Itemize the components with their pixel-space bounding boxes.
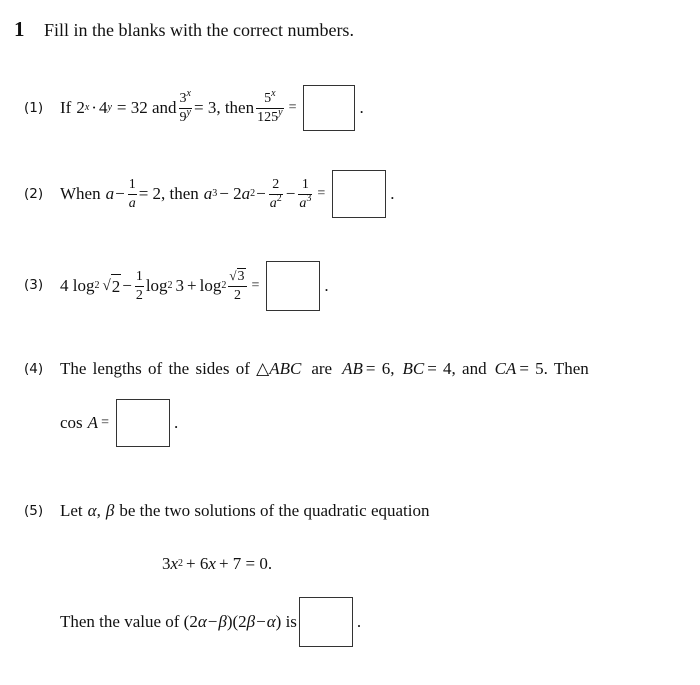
subproblem-5-line-1: Let α , β be the two solutions of the quadratic equation [60, 501, 430, 520]
subproblem-4-line-1: The lengths of the sides of △ ABC are AB = 6, BC = 4, and CA = 5. Then [60, 359, 589, 378]
fraction: $\frac{3^x}{9^y}$ [179, 87, 191, 125]
subproblem-5-line-2: Then the value of (2 α − β )(2 β − α ) is . [60, 596, 361, 648]
text: = 32 and [116, 98, 177, 117]
instructions: Fill in the blanks with the correct numbers. [44, 20, 354, 40]
answer-box-3[interactable] [266, 261, 320, 311]
answer-box-4[interactable] [116, 399, 170, 447]
subproblem-label-4: (4) [24, 361, 44, 377]
fraction: $\frac{5^x}{125^y}$ [257, 87, 283, 125]
variable: a [105, 184, 115, 203]
fraction: $\frac{1}{a}$ [128, 176, 136, 211]
period: . [173, 413, 179, 432]
subproblem-label-5: (5) [24, 503, 44, 519]
base: 4 [98, 98, 108, 117]
period: . [359, 98, 364, 117]
text: If [60, 98, 72, 117]
subproblem-label-1: (1) [24, 100, 44, 116]
subproblem-4-line-2: cos A = . [60, 398, 178, 448]
period: . [356, 612, 362, 631]
text: = 2, then [138, 184, 199, 203]
text: = 3, then [194, 98, 255, 117]
subproblem-3: 4 log 2 √ 2 − $\frac{1}{2}$ log 2 3 + log 2 √ 3 2 = . [60, 260, 329, 312]
period: . [324, 276, 329, 295]
text: When [60, 184, 101, 203]
subproblem-2: When a − $\frac{1}{a}$ = 2, then a 3 − 2 a 2 − $\frac{2}{a^2}$ − $\frac{1}{a^3}$ = . [60, 168, 394, 220]
subproblem-label-2: (2) [24, 186, 44, 202]
equals: = [288, 100, 297, 115]
answer-box-2[interactable] [332, 170, 386, 218]
answer-box-1[interactable] [303, 85, 355, 131]
equals: = [317, 186, 326, 201]
period: . [390, 184, 395, 203]
fraction: $\frac{1}{a^3}$ [299, 176, 312, 211]
subproblem-label-3: (3) [24, 277, 44, 293]
subproblem-1: If 2 x · 4 y = 32 and $\frac{3^x}{9^y}$ = 3, then $\frac{5^x}{125^y}$ = . [60, 84, 364, 132]
fraction: √ 3 2 [229, 268, 245, 303]
dot: · [91, 98, 97, 117]
answer-box-5[interactable] [299, 597, 353, 647]
square-root: √ 2 [102, 274, 121, 299]
quadratic-equation: 3 x 2 + 6 x + 7 = 0. [162, 554, 273, 573]
minus: − [115, 184, 125, 203]
fraction: $\frac{2}{a^2}$ [269, 176, 282, 211]
equals: = [251, 278, 260, 293]
equals: = [101, 415, 109, 430]
base: 2 [76, 98, 85, 117]
problem-number: 1 [14, 17, 25, 41]
fraction: $\frac{1}{2}$ [135, 268, 143, 303]
